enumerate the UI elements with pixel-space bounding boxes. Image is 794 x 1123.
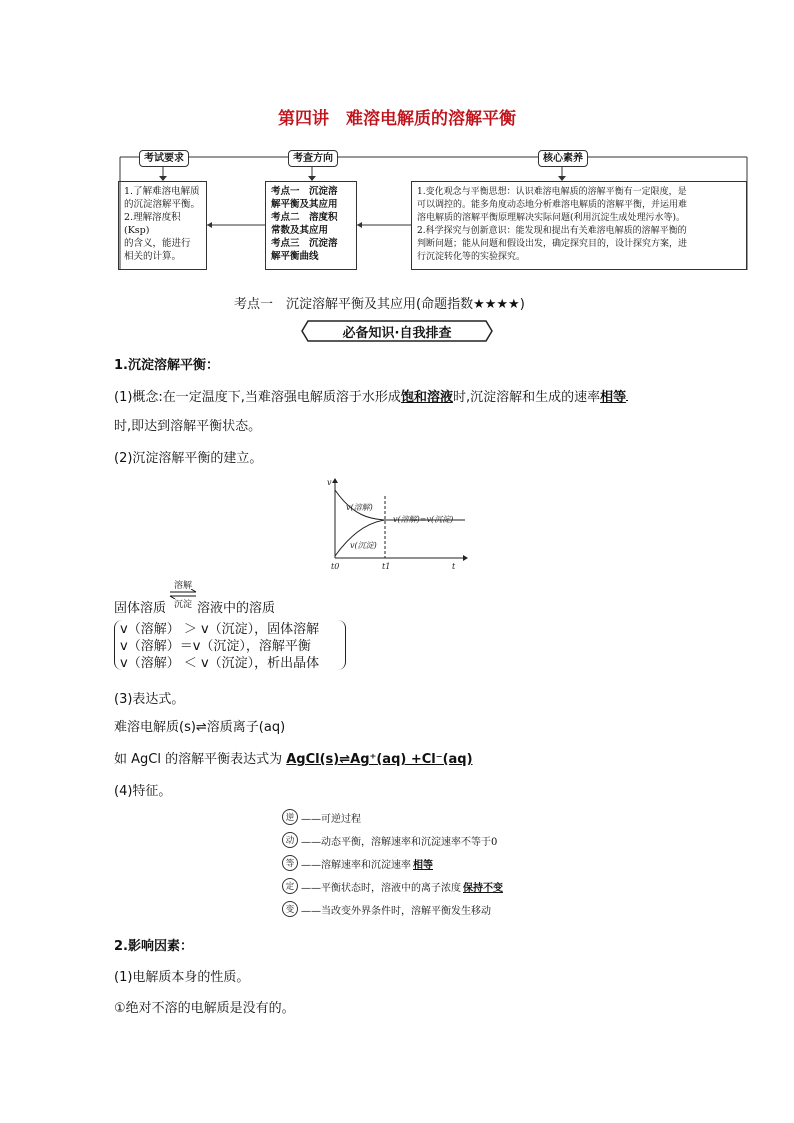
kaodian-heading: 考点一 沉淀溶解平衡及其应用(命题指数★★★★)	[234, 297, 525, 312]
answer-equal: 相等	[600, 390, 627, 405]
condition-crystallize: v（溶解） ＜ v（沉淀），析出晶体	[120, 656, 320, 671]
feature-text: ——平衡状态时，溶液中的离子浓度	[301, 882, 461, 894]
concept-text: (1)概念:在一定温度下,当难溶强电解质溶于水形成	[114, 390, 401, 405]
t0-label: t0	[331, 562, 340, 571]
label-exam-direction: 考查方向	[288, 150, 338, 167]
answer-constant: 保持不变	[463, 882, 503, 894]
expression-general: 难溶电解质(s)⇌溶质离子(aq)	[114, 720, 286, 735]
equilibrium-label: v(溶解)=v(沉淀)	[393, 515, 454, 524]
y-axis-label: v	[327, 478, 332, 487]
literacy-line: 2.科学探究与创新意识：能发现和提出有关难溶电解质的溶解平衡的	[417, 226, 687, 236]
features-list	[282, 808, 503, 918]
literacy-line: 判断问题；能从问题和假设出发，确定探究目的，设计探究方案，进	[417, 239, 688, 249]
concept-paragraph	[114, 386, 628, 405]
direction-line: 考点一 沉淀溶	[271, 186, 338, 197]
x-axis-label: t	[452, 562, 456, 571]
feature-circle: 逆	[282, 809, 298, 825]
label-core-literacy: 核心素养	[538, 150, 588, 167]
answer-equal-rate: 相等	[413, 859, 433, 871]
feature-equal	[282, 854, 503, 872]
condition-equilibrium: v（溶解）＝v（沉淀），溶解平衡	[120, 639, 311, 654]
eq1-left: 固体溶质	[114, 601, 167, 616]
direction-line: 考点二 溶度积	[271, 212, 338, 223]
req-line: 1.了解难溶电解质	[124, 186, 200, 197]
page-title: 第四讲 难溶电解质的溶解平衡	[278, 109, 516, 129]
direction-line: 解平衡曲线	[271, 251, 319, 262]
feature-text: ——溶解速率和沉淀速率	[301, 859, 411, 871]
features-heading: (4)特征。	[114, 784, 172, 799]
eq1-bottom-label: 沉淀	[173, 600, 192, 610]
section2-heading: 2.影响因素：	[114, 939, 193, 954]
feature-change	[282, 900, 503, 918]
req-line: 的沉淀溶解平衡。	[124, 199, 201, 210]
concept-text: 时,沉淀溶解和生成的速率	[452, 390, 601, 405]
literacy-line: 溶电解质的溶解平衡原理解决实际问题(利用沉淀生成处理污水等)。	[417, 213, 686, 223]
condition-dissolve: v（溶解） ＞ v（沉淀），固体溶解	[120, 622, 320, 637]
feature-circle: 定	[282, 878, 298, 894]
condition-list	[120, 621, 319, 672]
rate-time-graph	[325, 476, 470, 571]
direction-line: 常数及其应用	[271, 225, 329, 236]
literacy-line: 1.变化观念与平衡思想：认识难溶电解质的溶解平衡有一定限度，是	[417, 187, 687, 197]
req-line: 相关的计算。	[124, 251, 182, 262]
lower-curve-label: v(沉淀)	[350, 541, 377, 550]
answer-saturated: 饱和溶液	[400, 390, 453, 405]
precipitation-rate-curve	[335, 520, 385, 556]
answer-agcl-expression: AgCl(s)⇌Ag⁺(aq) +Cl⁻(aq)	[286, 752, 473, 767]
section1-heading: 1.沉淀溶解平衡：	[114, 358, 219, 373]
direction-line: 解平衡及其应用	[271, 199, 338, 210]
label-exam-requirements: 考试要求	[139, 150, 189, 167]
direction-line: 考点三 沉淀溶	[271, 238, 338, 249]
factor-insoluble: ①绝对不溶的电解质是没有的。	[114, 1001, 295, 1016]
feature-circle: 等	[282, 855, 298, 871]
feature-text: ——可逆过程	[301, 813, 361, 825]
expression-heading: (3)表达式。	[114, 692, 185, 707]
box-exam-direction	[265, 181, 357, 270]
feature-dynamic	[282, 831, 503, 849]
expression-agcl	[114, 748, 487, 767]
box-core-literacy	[411, 181, 747, 270]
factor-nature: (1)电解质本身的性质。	[114, 970, 250, 985]
eq1-top-label: 溶解	[173, 581, 192, 591]
feature-circle: 动	[282, 832, 298, 848]
upper-curve-label: v(溶解)	[346, 503, 373, 512]
x-axis-arrow	[463, 555, 468, 561]
feature-text: ——当改变外界条件时，溶解平衡发生移动	[301, 905, 491, 917]
t1-label: t1	[382, 562, 391, 571]
feature-text: ——动态平衡，溶解速率和沉淀速率不等于0	[301, 836, 498, 848]
establishment-heading: (2)沉淀溶解平衡的建立。	[114, 451, 263, 466]
feature-circle: 变	[282, 901, 298, 917]
feature-fixed	[282, 877, 503, 895]
y-axis-arrow	[332, 478, 338, 483]
box-exam-requirements	[118, 181, 207, 270]
req-line: 的含义，能进行	[124, 238, 191, 249]
banner-title: 必备知识·自我排查	[342, 326, 452, 341]
req-line: 2.理解溶度积(Ksp)	[124, 212, 181, 236]
expression-text: 如 AgCl 的溶解平衡表达式为	[114, 752, 283, 767]
concept-continued: 时,即达到溶解平衡状态。	[114, 419, 262, 434]
eq1-right: 溶液中的溶质	[197, 601, 276, 616]
literacy-line: 可以调控的。能多角度动态地分析难溶电解质的溶解平衡，并运用难	[417, 200, 688, 210]
literacy-line: 行沉淀转化等的实验探究。	[417, 252, 526, 262]
feature-reversible	[282, 808, 503, 826]
